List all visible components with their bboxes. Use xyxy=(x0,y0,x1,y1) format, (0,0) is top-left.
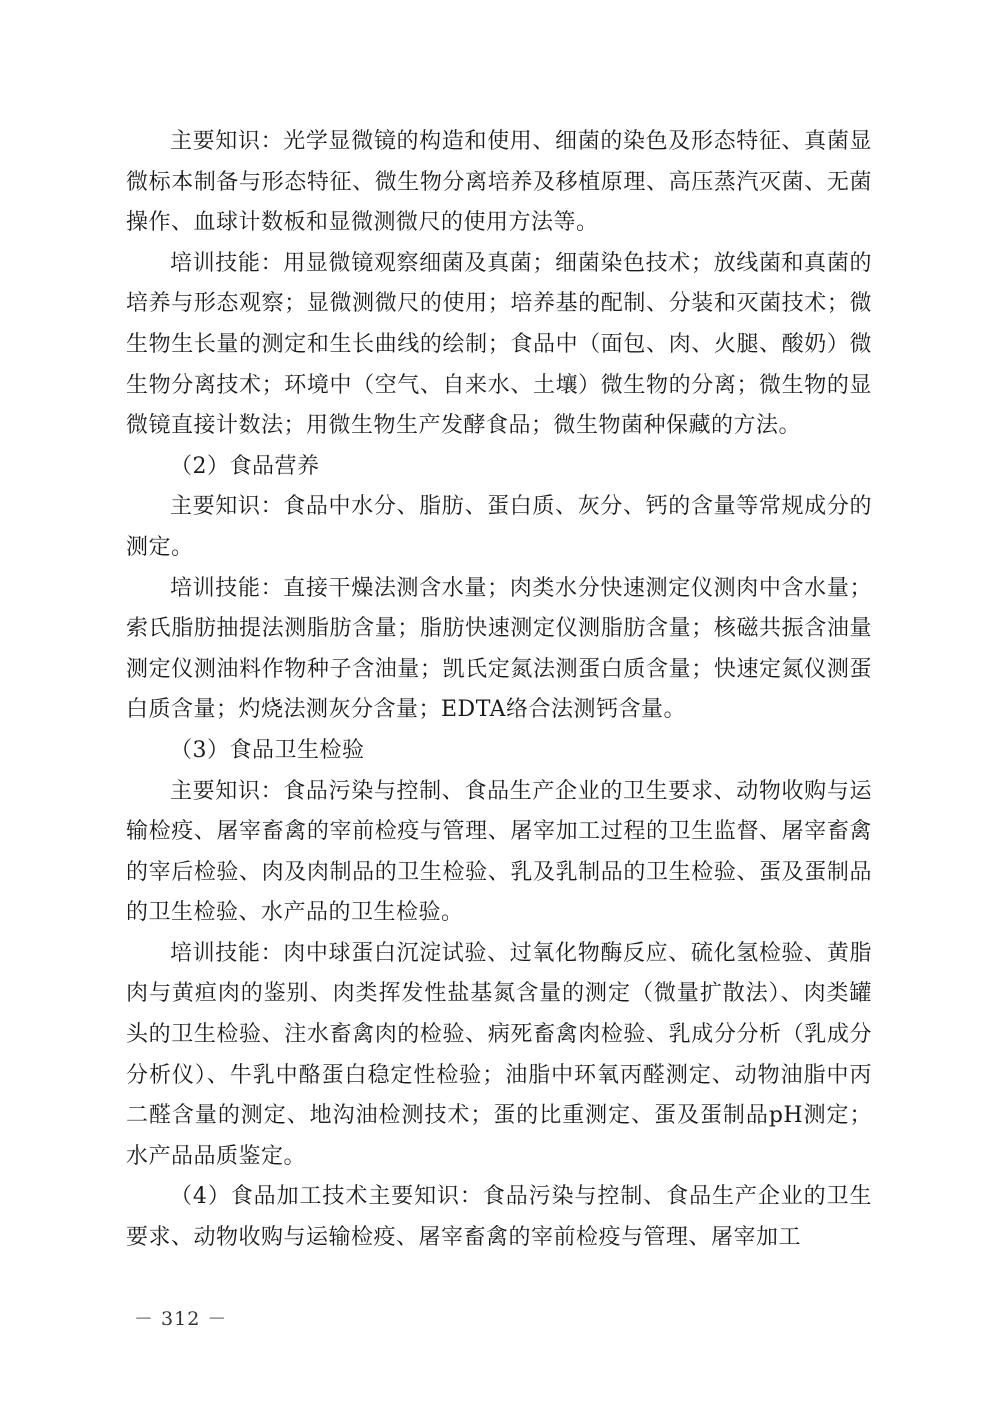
page-number: － 312 － xyxy=(134,1308,228,1330)
paragraph-nutrition-skills: 培训技能：直接干燥法测含水量；肉类水分快速测定仪测肉中含水量；索氏脂肪抽提法测脂肪含量；脂肪快速测定仪测脂肪含量；核磁共振含油量测定仪测油料作物种子含油量；凯氏定氮法测蛋白质含量；快速定氮仪测蛋白质含量；灼烧法测灰分含量；EDTA络合法测钙含量。 xyxy=(126,575,872,723)
paragraph-nutrition-knowledge: 主要知识：食品中水分、脂肪、蛋白质、灰分、钙的含量等常规成分的测定。 xyxy=(126,494,872,560)
paragraph-processing-knowledge: （4）食品加工技术主要知识：食品污染与控制、食品生产企业的卫生要求、动物收购与运输检疫、屠宰畜禽的宰前检疫与管理、屠宰加工 xyxy=(126,1184,872,1251)
body-text xyxy=(126,122,872,1259)
paragraph-microbiology-knowledge: 主要知识：光学显微镜的构造和使用、细菌的染色及形态特征、真菌显微标本制备与形态特征、微生物分离培养及移植原理、高压蒸汽灭菌、无菌操作、血球计数板和显微测微尺的使用方法等。 xyxy=(126,129,872,236)
section-heading-food-hygiene: （3）食品卫生检验 xyxy=(170,737,365,763)
section-heading-food-nutrition: （2）食品营养 xyxy=(170,453,320,479)
paragraph-hygiene-knowledge: 主要知识：食品污染与控制、食品生产企业的卫生要求、动物收购与运输检疫、屠宰畜禽的宰前检疫与管理、屠宰加工过程的卫生监督、屠宰畜禽的宰后检验、肉及肉制品的卫生检验、乳及乳制品的卫生检验、蛋及蛋制品的卫生检验、水产品的卫生检验。 xyxy=(126,778,872,926)
paragraph-microbiology-skills: 培训技能：用显微镜观察细菌及真菌；细菌染色技术；放线菌和真菌的培养与形态观察；显微测微尺的使用；培养基的配制、分装和灭菌技术；微生物生长量的测定和生长曲线的绘制；食品中（面包、肉、火腿、酸奶）微生物分离技术；环境中（空气、自来水、土壤）微生物的分离；微生物的显微镜直接计数法；用微生物生产发酵食品；微生物菌种保藏的方法。 xyxy=(126,250,872,439)
paragraph-hygiene-skills: 培训技能：肉中球蛋白沉淀试验、过氧化物酶反应、硫化氢检验、黄脂肉与黄疸肉的鉴别、肉类挥发性盐基氮含量的测定（微量扩散法）、肉类罐头的卫生检验、注水畜禽肉的检验、病死畜禽肉检验、乳成分分析（乳成分分析仪）、牛乳中酪蛋白稳定性检验；油脂中环氧丙醛测定、动物油脂中丙二醛含量的测定、地沟油检测技术；蛋的比重测定、蛋及蛋制品pH测定；水产品品质鉴定。 xyxy=(126,940,872,1169)
